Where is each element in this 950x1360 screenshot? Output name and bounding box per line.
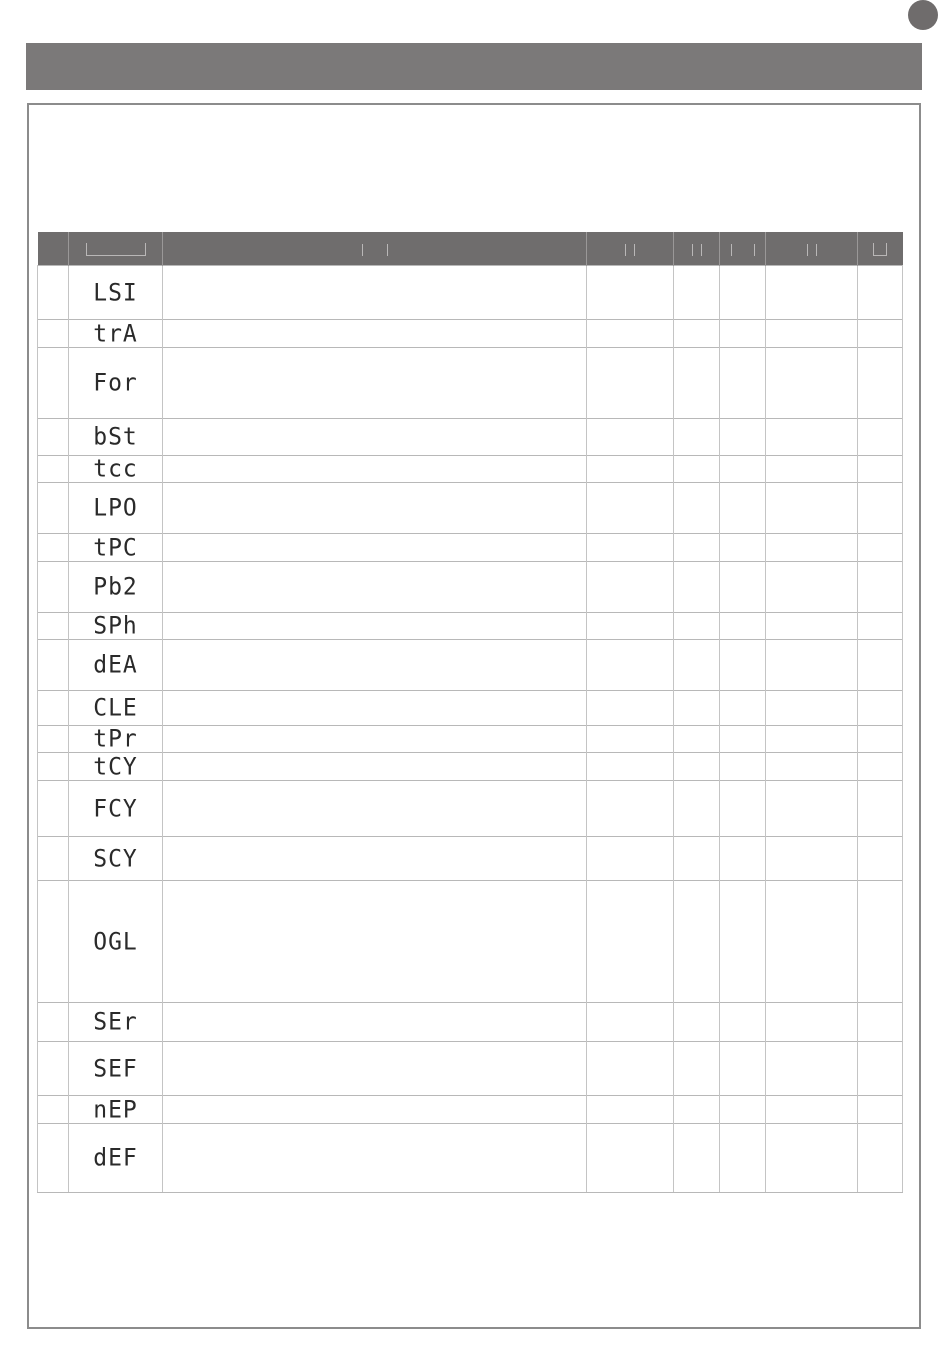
table-cell — [163, 881, 587, 1003]
table-header-row — [38, 232, 903, 266]
table-cell — [720, 613, 766, 640]
display-code: dEF — [93, 1144, 138, 1172]
table-cell — [766, 266, 858, 320]
table-cell — [766, 419, 858, 456]
table-cell — [38, 320, 69, 348]
table-cell — [720, 781, 766, 837]
display-code-cell — [69, 640, 163, 691]
display-code: tPC — [93, 533, 138, 562]
table-cell — [38, 534, 69, 562]
table-cell — [587, 781, 674, 837]
table-cell — [674, 640, 720, 691]
table-cell — [674, 691, 720, 726]
table-cell — [858, 781, 903, 837]
table-cell — [766, 534, 858, 562]
table-cell — [587, 483, 674, 534]
table-row — [38, 837, 903, 881]
table-cell — [766, 726, 858, 753]
table-cell — [38, 456, 69, 483]
table-cell — [674, 1003, 720, 1042]
table-cell — [38, 266, 69, 320]
title-bar — [26, 43, 922, 90]
table-row — [38, 320, 903, 348]
table-cell — [38, 1003, 69, 1042]
table-cell — [38, 483, 69, 534]
table-cell — [766, 1003, 858, 1042]
table-cell — [720, 456, 766, 483]
table-cell — [720, 419, 766, 456]
table-cell — [674, 483, 720, 534]
table-cell — [858, 1042, 903, 1096]
table-cell — [720, 1003, 766, 1042]
table-cell — [674, 348, 720, 419]
table-cell — [766, 1124, 858, 1193]
table-cell — [587, 613, 674, 640]
table-cell — [163, 483, 587, 534]
table-cell — [674, 726, 720, 753]
table-cell — [38, 1124, 69, 1193]
display-code: For — [93, 369, 138, 397]
table-cell — [858, 1124, 903, 1193]
table-cell — [858, 483, 903, 534]
display-code-cell — [69, 348, 163, 419]
table-cell — [674, 837, 720, 881]
table-cell — [858, 320, 903, 348]
table-cell — [163, 456, 587, 483]
table-cell — [720, 1042, 766, 1096]
table-cell — [674, 881, 720, 1003]
display-code-cell — [69, 456, 163, 483]
table-cell — [858, 1003, 903, 1042]
table-row — [38, 1042, 903, 1096]
table-row — [38, 881, 903, 1003]
table-cell — [766, 1096, 858, 1124]
table-cell — [720, 1124, 766, 1193]
table-cell — [766, 320, 858, 348]
display-code-cell — [69, 1124, 163, 1193]
table-cell — [587, 419, 674, 456]
table-cell — [38, 726, 69, 753]
table-cell — [674, 534, 720, 562]
table-cell — [163, 613, 587, 640]
table-cell — [858, 348, 903, 419]
table-cell — [587, 837, 674, 881]
display-code: SEF — [93, 1054, 138, 1083]
table-cell — [766, 881, 858, 1003]
table-cell — [587, 562, 674, 613]
table-cell — [674, 266, 720, 320]
header-display-code — [69, 232, 163, 266]
display-code-cell — [69, 266, 163, 320]
table-cell — [38, 613, 69, 640]
table-cell — [674, 562, 720, 613]
table-cell — [587, 320, 674, 348]
table-row — [38, 534, 903, 562]
table-cell — [587, 753, 674, 781]
table-cell — [720, 753, 766, 781]
table-cell — [163, 1042, 587, 1096]
display-code: FCY — [93, 794, 138, 823]
table-row — [38, 691, 903, 726]
table-cell — [766, 691, 858, 726]
table-cell — [858, 266, 903, 320]
display-code: nEP — [93, 1095, 138, 1124]
table-cell — [858, 456, 903, 483]
table-cell — [163, 320, 587, 348]
table-cell — [674, 1096, 720, 1124]
table-cell — [766, 562, 858, 613]
table-cell — [720, 483, 766, 534]
table-row — [38, 562, 903, 613]
table-cell — [858, 613, 903, 640]
table-cell — [163, 419, 587, 456]
display-code: trA — [93, 319, 138, 348]
table-cell — [766, 456, 858, 483]
table-cell — [766, 753, 858, 781]
table-cell — [38, 1096, 69, 1124]
table-row — [38, 1096, 903, 1124]
table-cell — [163, 640, 587, 691]
display-code-cell — [69, 1003, 163, 1042]
table-cell — [720, 881, 766, 1003]
table-cell — [720, 640, 766, 691]
table-cell — [858, 419, 903, 456]
table-cell — [163, 534, 587, 562]
table-cell — [674, 456, 720, 483]
table-cell — [587, 691, 674, 726]
header-col-a — [674, 232, 720, 266]
table-cell — [163, 562, 587, 613]
table-cell — [163, 1096, 587, 1124]
table-cell — [587, 266, 674, 320]
table-cell — [858, 640, 903, 691]
table-row — [38, 726, 903, 753]
display-code: SCY — [93, 844, 138, 873]
table-cell — [38, 562, 69, 613]
table-cell — [720, 1096, 766, 1124]
table-cell — [766, 837, 858, 881]
table-cell — [38, 781, 69, 837]
table-cell — [674, 613, 720, 640]
display-code-cell — [69, 1096, 163, 1124]
display-code: LSI — [93, 278, 138, 307]
display-code: Pb2 — [93, 573, 138, 601]
display-code-cell — [69, 691, 163, 726]
table-cell — [858, 562, 903, 613]
table-cell — [587, 1003, 674, 1042]
table-cell — [766, 781, 858, 837]
table-cell — [766, 348, 858, 419]
table-cell — [163, 691, 587, 726]
table-row — [38, 781, 903, 837]
display-code-cell — [69, 837, 163, 881]
table-row — [38, 1124, 903, 1193]
table-cell — [766, 1042, 858, 1096]
table-row — [38, 266, 903, 320]
table-cell — [587, 726, 674, 753]
table-cell — [766, 613, 858, 640]
table-row — [38, 753, 903, 781]
table-cell — [163, 1124, 587, 1193]
table-cell — [587, 1096, 674, 1124]
table-cell — [858, 691, 903, 726]
header-index — [38, 232, 69, 266]
page-number-dot — [908, 0, 938, 30]
display-code-cell — [69, 613, 163, 640]
display-code: tCY — [93, 752, 138, 781]
display-code-cell — [69, 753, 163, 781]
table-cell — [163, 726, 587, 753]
table-cell — [858, 726, 903, 753]
table-cell — [163, 266, 587, 320]
header-function — [163, 232, 587, 266]
display-code-cell — [69, 483, 163, 534]
table-cell — [858, 534, 903, 562]
table-cell — [163, 348, 587, 419]
table-cell — [38, 348, 69, 419]
table-cell — [38, 753, 69, 781]
table-cell — [720, 562, 766, 613]
table-cell — [587, 534, 674, 562]
table-cell — [38, 640, 69, 691]
table-cell — [38, 691, 69, 726]
table-cell — [720, 320, 766, 348]
display-code: bSt — [93, 423, 138, 451]
display-code-cell — [69, 881, 163, 1003]
table-cell — [587, 881, 674, 1003]
table-cell — [587, 348, 674, 419]
table-row — [38, 1003, 903, 1042]
table-cell — [720, 837, 766, 881]
table-cell — [587, 1124, 674, 1193]
table-cell — [163, 1003, 587, 1042]
header-setting — [587, 232, 674, 266]
table-cell — [720, 534, 766, 562]
header-col-c — [766, 232, 858, 266]
table-row — [38, 348, 903, 419]
display-code: LPO — [93, 494, 138, 522]
table-cell — [858, 881, 903, 1003]
table-cell — [858, 837, 903, 881]
table-cell — [766, 483, 858, 534]
display-code-cell — [69, 534, 163, 562]
table-row — [38, 613, 903, 640]
table-cell — [858, 1096, 903, 1124]
table-cell — [766, 640, 858, 691]
header-col-b — [720, 232, 766, 266]
parameters-table — [37, 232, 903, 1193]
table-row — [38, 419, 903, 456]
table-cell — [720, 348, 766, 419]
table-cell — [674, 753, 720, 781]
table-cell — [38, 881, 69, 1003]
display-code-cell — [69, 1042, 163, 1096]
table-cell — [163, 837, 587, 881]
table-cell — [674, 419, 720, 456]
table-cell — [38, 419, 69, 456]
table-cell — [163, 753, 587, 781]
header-memo — [858, 232, 903, 266]
display-code: tcc — [93, 455, 138, 483]
display-code-cell — [69, 781, 163, 837]
display-code-cell — [69, 320, 163, 348]
table-cell — [674, 781, 720, 837]
table-cell — [38, 1042, 69, 1096]
table-row — [38, 483, 903, 534]
display-code: OGL — [93, 927, 138, 956]
table-cell — [163, 781, 587, 837]
table-cell — [587, 640, 674, 691]
table-cell — [587, 456, 674, 483]
table-cell — [674, 1042, 720, 1096]
display-code: SEr — [93, 1008, 138, 1036]
display-code-cell — [69, 419, 163, 456]
table-cell — [674, 1124, 720, 1193]
display-code: dEA — [93, 651, 138, 679]
table-cell — [720, 691, 766, 726]
table-row — [38, 456, 903, 483]
table-cell — [720, 726, 766, 753]
table-cell — [720, 266, 766, 320]
display-code: SPh — [93, 612, 138, 640]
table-cell — [858, 753, 903, 781]
display-code: CLE — [93, 694, 138, 722]
table-row — [38, 640, 903, 691]
display-code-cell — [69, 562, 163, 613]
table-cell — [38, 837, 69, 881]
table-cell — [587, 1042, 674, 1096]
table-cell — [674, 320, 720, 348]
display-code-cell — [69, 726, 163, 753]
display-code: tPr — [93, 725, 138, 753]
